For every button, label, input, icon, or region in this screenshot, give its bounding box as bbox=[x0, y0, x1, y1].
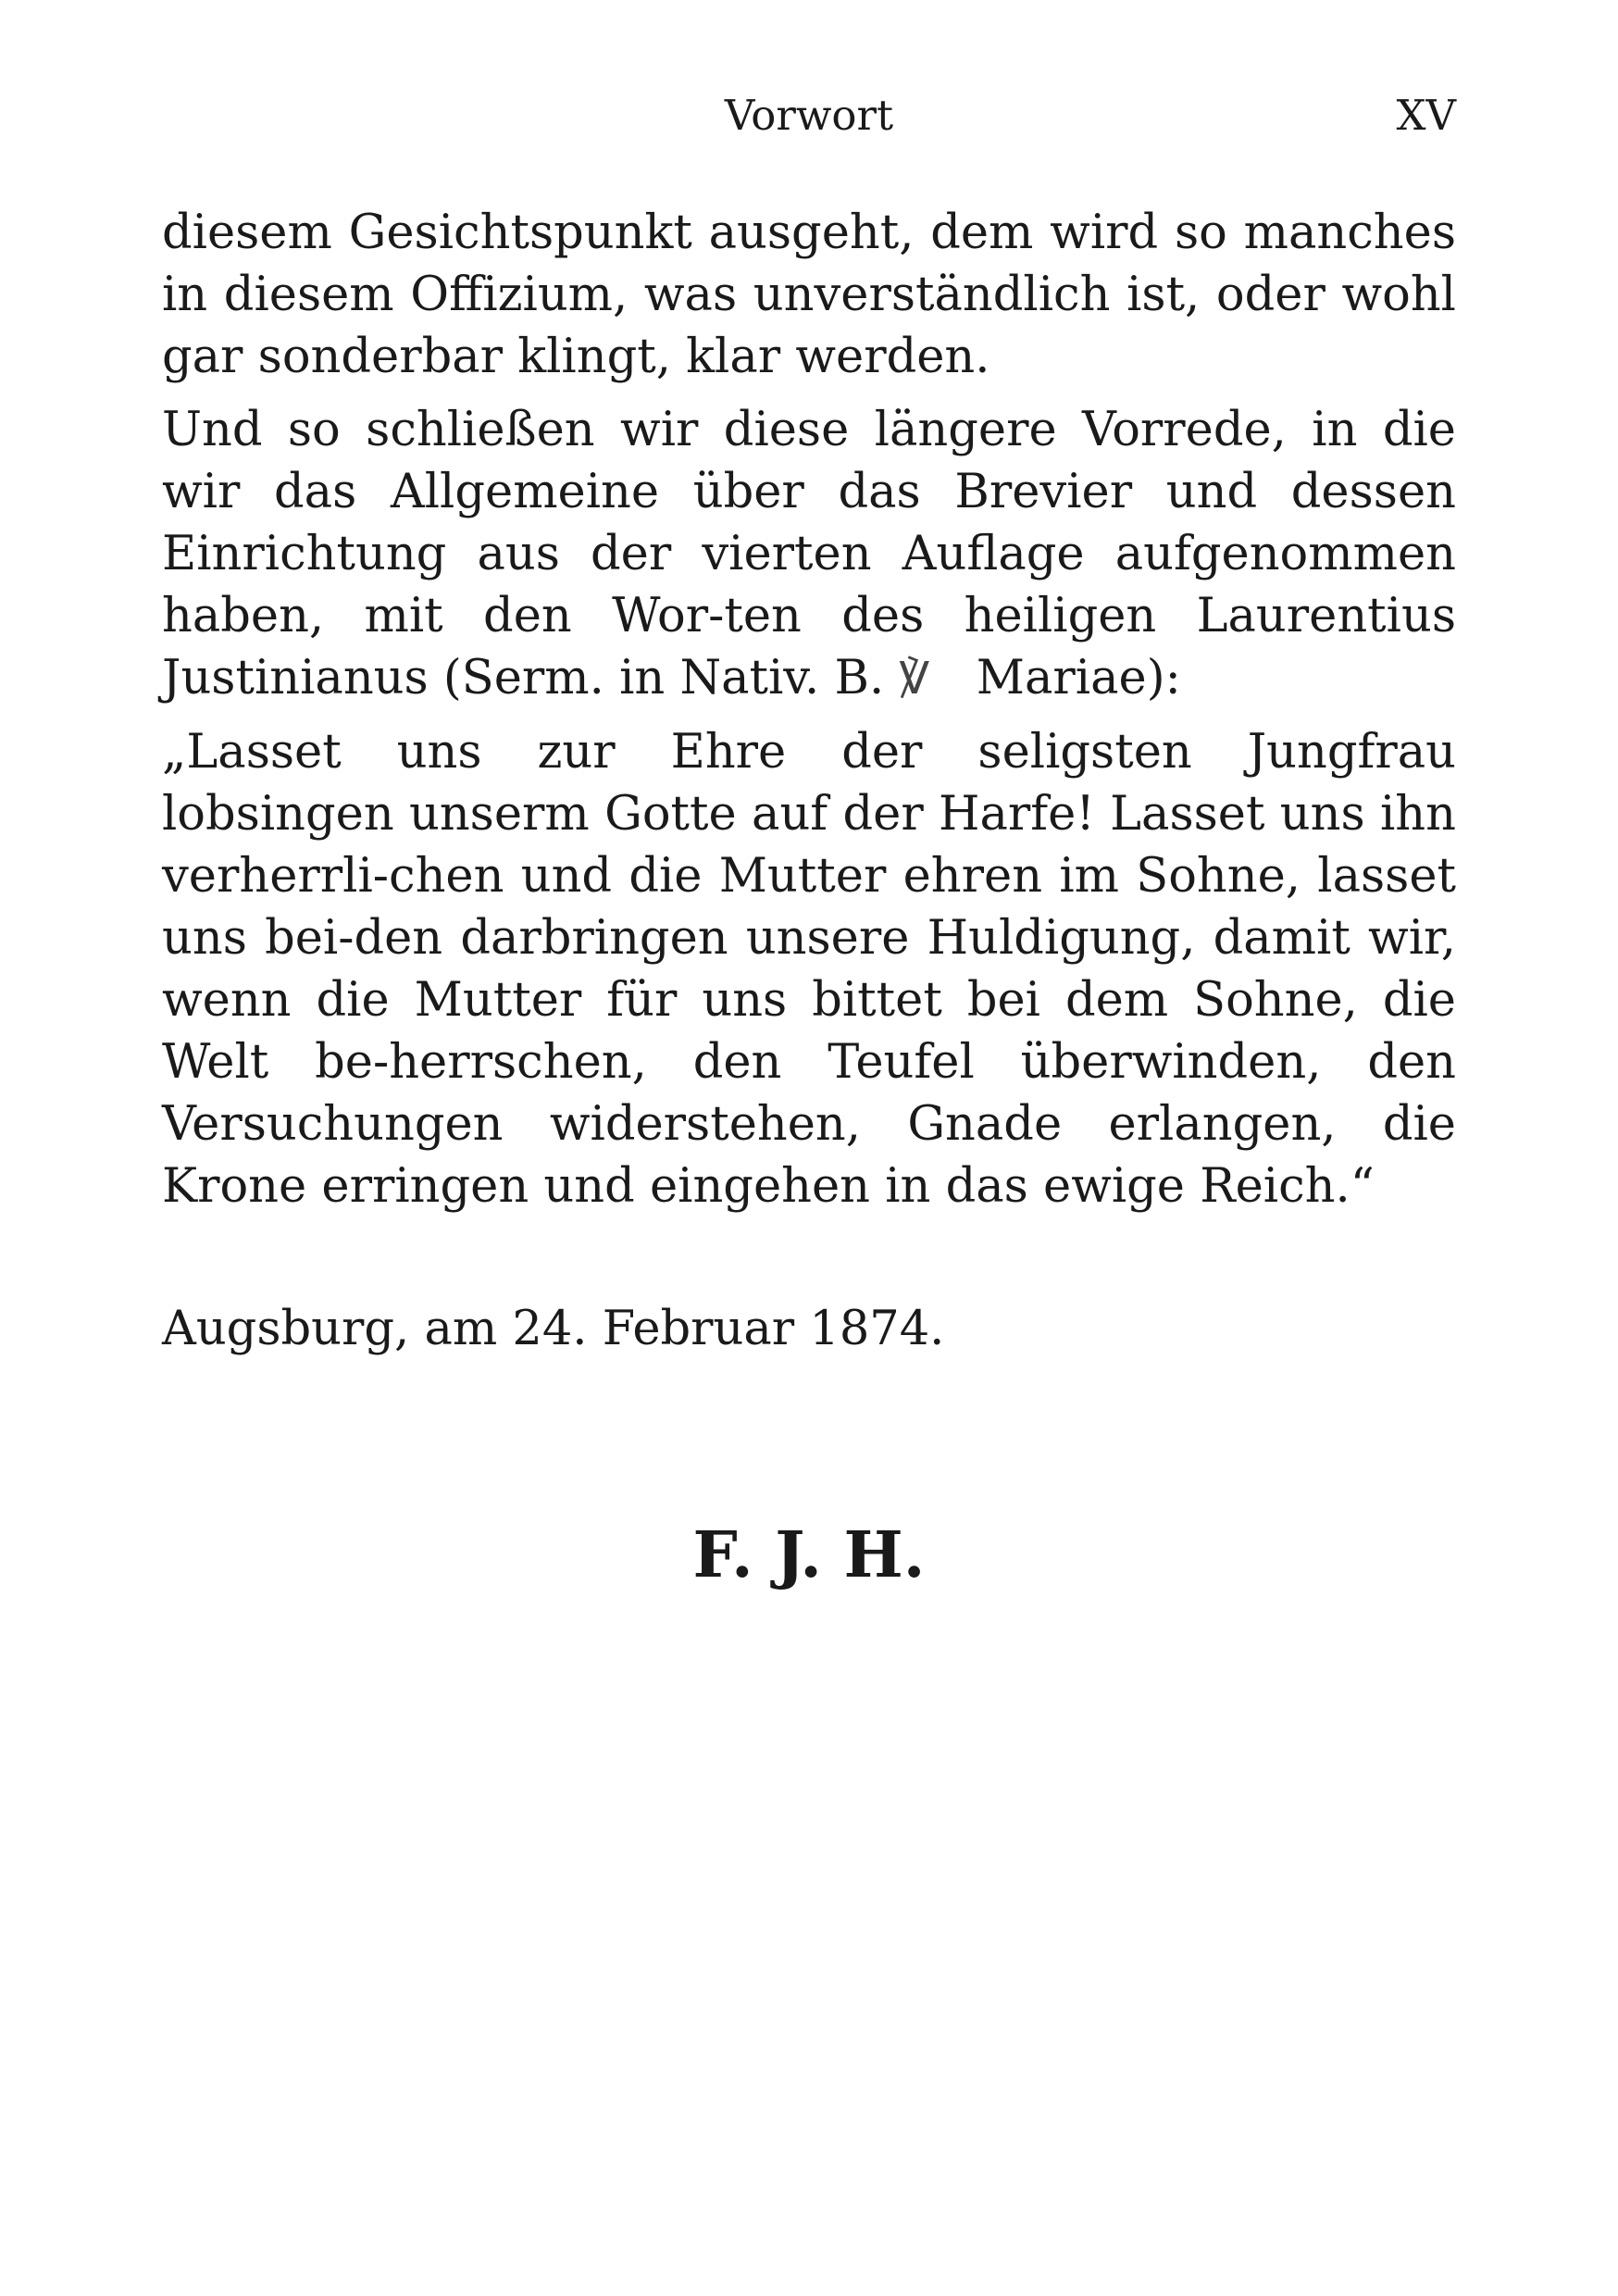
paragraph-continued: diesem Gesichtspunkt ausgeht, dem wird so manches in diesem Offizium, was unverständlich ist, oder wohl gar sonderbar klingt, klar werden. bbox=[162, 206, 1456, 384]
versicle-icon: ℣ bbox=[899, 653, 930, 705]
signature-initials: F. J. H. bbox=[692, 1518, 926, 1592]
block-quote: „Lasset uns zur Ehre der seligsten Jungfrau lobsingen unserm Gotte auf der Harfe! Lasset uns ihn verherrli-chen und die Mutter ehren im Sohne, lasset uns bei-den darbringen unsere Huldigung, damit wir, wenn die Mutter für uns bittet bei dem Sohne, die Welt be-herrschen, den Teufel überwinden, den Versuchungen widerstehen, Gnade erlangen, die Krone erringen und eingehen in das ewige Reich.“ bbox=[162, 725, 1456, 1214]
page-title: Vorwort bbox=[724, 91, 894, 140]
paragraph-tail: Mariae): bbox=[976, 651, 1181, 705]
page-number: XV bbox=[1396, 91, 1456, 140]
running-head bbox=[0, 91, 1618, 156]
paragraph-closing-remarks bbox=[162, 399, 1456, 710]
body-text bbox=[162, 202, 1456, 1229]
paragraph-lead: Und so schließen wir diese längere Vorrede, in die wir das Allgemeine über das Brevier und dessen Einrichtung aus der vierten Auflage aufgenommen haben, mit den Wor-ten des heiligen Laurentius Justinianus (Serm. in Nativ. B. bbox=[162, 403, 1456, 705]
place-date: Augsburg, am 24. Februar 1874. bbox=[162, 1302, 945, 1356]
